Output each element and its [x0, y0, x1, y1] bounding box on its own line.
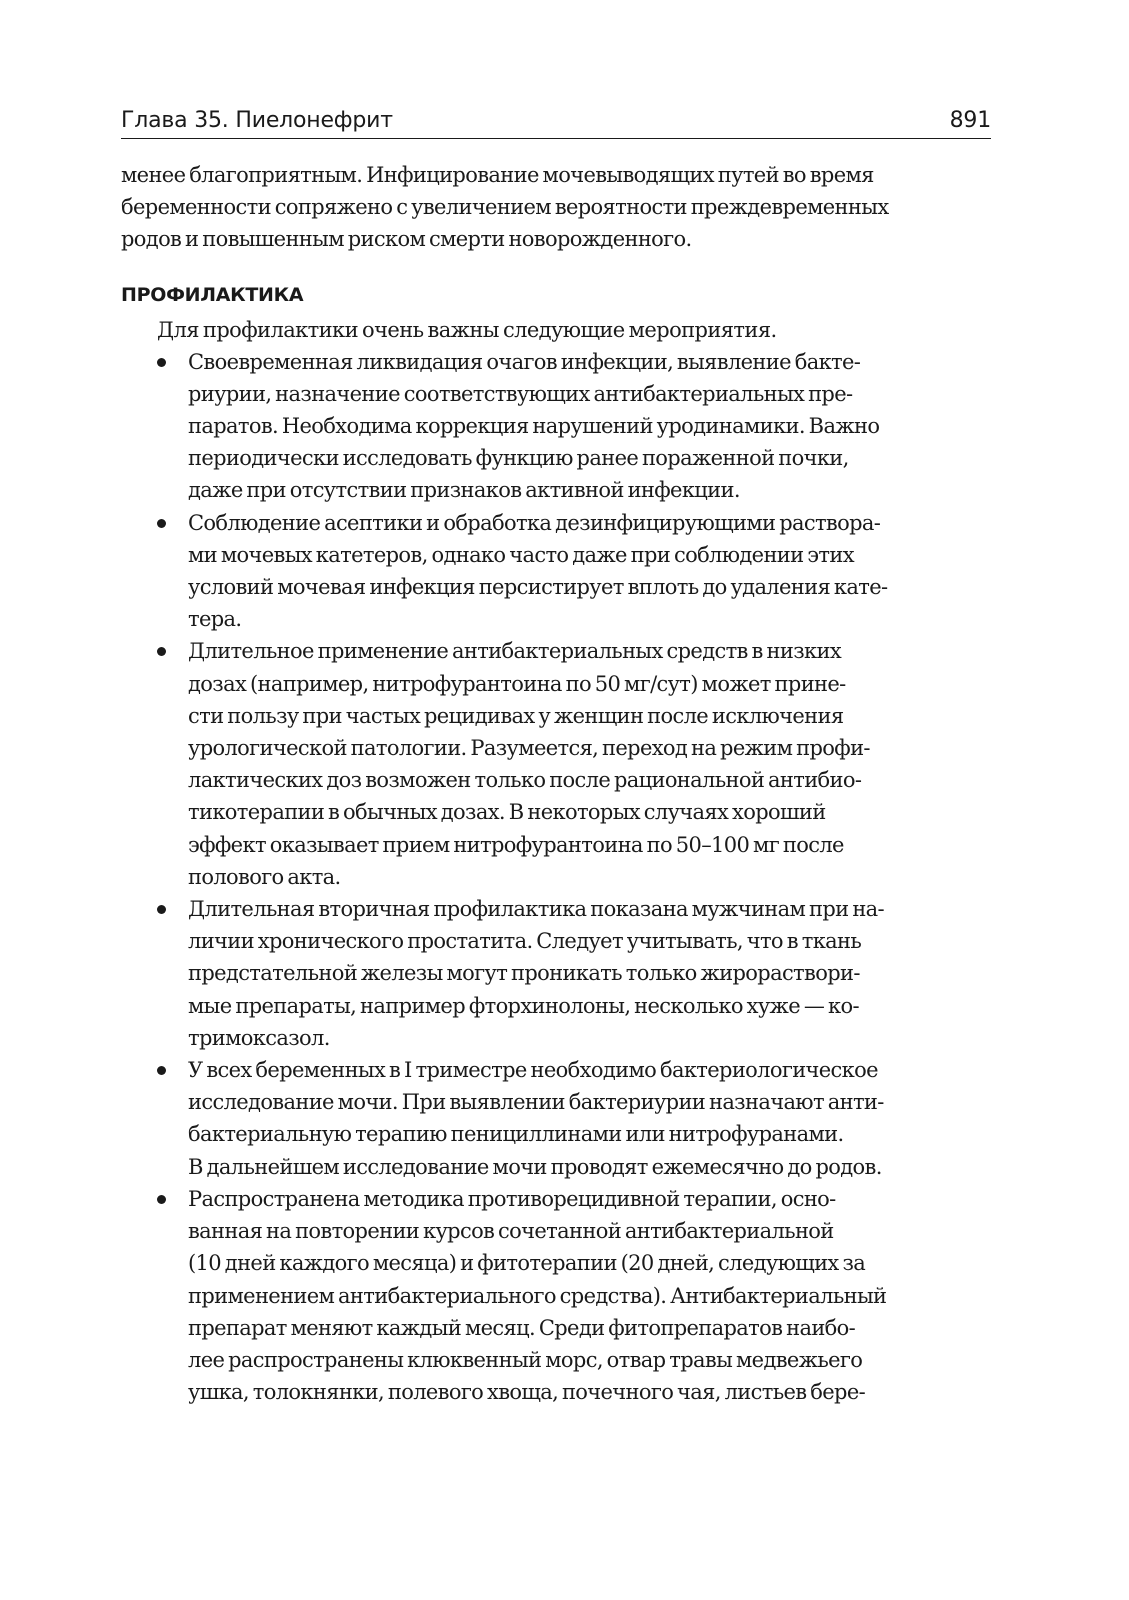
text-line: родов и повышенным риском смерти новорожденного. — [121, 227, 692, 252]
text-line: паратов. Необходима коррекция нарушений уродинамики. Важно — [188, 414, 880, 439]
text-line: дозах (например, нитрофурантоина по 50 мг/сут) может прине- — [188, 671, 846, 696]
text-line: полового акта. — [188, 864, 341, 889]
bullet-marker-icon — [157, 519, 166, 528]
section-lead: Для профилактики очень важны следующие мероприятия. — [157, 317, 777, 342]
list-item — [121, 1183, 991, 1408]
bullet-marker-icon — [157, 1066, 166, 1075]
list-item — [121, 635, 991, 893]
page-number: 891 — [949, 108, 991, 133]
text-line: Распространена методика противорецидивной терапии, осно- — [188, 1186, 836, 1211]
text-line: применением антибактериального средства). Антибактериальный — [188, 1283, 887, 1308]
bullet-list — [121, 346, 991, 1409]
text-line: периодически исследовать функцию ранее пораженной почки, — [188, 446, 849, 471]
text-line: урологической патологии. Разумеется, переход на режим профи- — [188, 736, 870, 761]
text-line: тера. — [188, 607, 242, 632]
section-heading: ПРОФИЛАКТИКА — [121, 283, 304, 306]
text-line: тримоксазол. — [188, 1025, 330, 1050]
list-item — [121, 893, 991, 1054]
bullet-marker-icon — [157, 1195, 166, 1204]
text-line: ушка, толокнянки, полевого хвоща, почечного чая, листьев бере- — [188, 1380, 866, 1405]
list-item — [121, 1054, 991, 1183]
text-line: исследование мочи. При выявлении бактериурии назначают анти- — [188, 1090, 884, 1115]
text-line: риурии, назначение соответствующих антибактериальных пре- — [188, 381, 853, 406]
chapter-title: Глава 35. Пиелонефрит — [121, 108, 393, 133]
text-line: предстательной железы могут проникать только жирораствори- — [188, 961, 860, 986]
book-page — [121, 108, 991, 1408]
text-line: условий мочевая инфекция персистирует вплоть до удаления кате- — [188, 575, 888, 600]
bullet-marker-icon — [157, 358, 166, 367]
text-line: даже при отсутствии признаков активной инфекции. — [188, 478, 740, 503]
text-line: менее благоприятным. Инфицирование мочевыводящих путей во время — [121, 163, 874, 187]
text-line: Длительная вторичная профилактика показана мужчинам при на- — [188, 897, 884, 922]
text-line: Своевременная ликвидация очагов инфекции, выявление бакте- — [188, 349, 861, 374]
text-line: Соблюдение асептики и обработка дезинфицирующими раствора- — [188, 510, 881, 535]
text-line: лее распространены клюквенный морс, отвар травы медвежьего — [188, 1347, 863, 1372]
text-line: препарат меняют каждый месяц. Среди фитопрепаратов наибо- — [188, 1315, 856, 1340]
text-line: личии хронического простатита. Следует учитывать, что в ткань — [188, 929, 862, 954]
text-line: тикотерапии в обычных дозах. В некоторых случаях хороший — [188, 800, 826, 825]
text-line: (10 дней каждого месяца) и фитотерапии (20 дней, следующих за — [188, 1251, 866, 1276]
text-line: беременности сопряжено с увеличением вероятности преждевременных — [121, 195, 889, 220]
intro-paragraph — [121, 159, 991, 256]
text-line: В дальнейшем исследование мочи проводят ежемесячно до родов. — [188, 1154, 882, 1179]
bullet-marker-icon — [157, 905, 166, 914]
text-line: мые препараты, например фторхинолоны, несколько хуже — ко- — [188, 993, 859, 1018]
text-line: сти пользу при частых рецидивах у женщин после исключения — [188, 703, 844, 728]
running-header — [121, 108, 991, 139]
text-line: бактериальную терапию пенициллинами или нитрофуранами. — [188, 1122, 844, 1147]
text-line: эффект оказывает прием нитрофурантоина по 50–100 мг после — [188, 832, 844, 857]
list-item — [121, 346, 991, 507]
text-line: У всех беременных в I триместре необходимо бактериологическое — [188, 1058, 878, 1083]
text-line: лактических доз возможен только после рациональной антибио- — [188, 768, 862, 793]
text-line: ми мочевых катетеров, однако часто даже при соблюдении этих — [188, 542, 854, 567]
text-line: Длительное применение антибактериальных средств в низких — [188, 639, 842, 664]
bullet-marker-icon — [157, 647, 166, 656]
text-line: ванная на повторении курсов сочетанной антибактериальной — [188, 1219, 834, 1244]
list-item — [121, 507, 991, 636]
